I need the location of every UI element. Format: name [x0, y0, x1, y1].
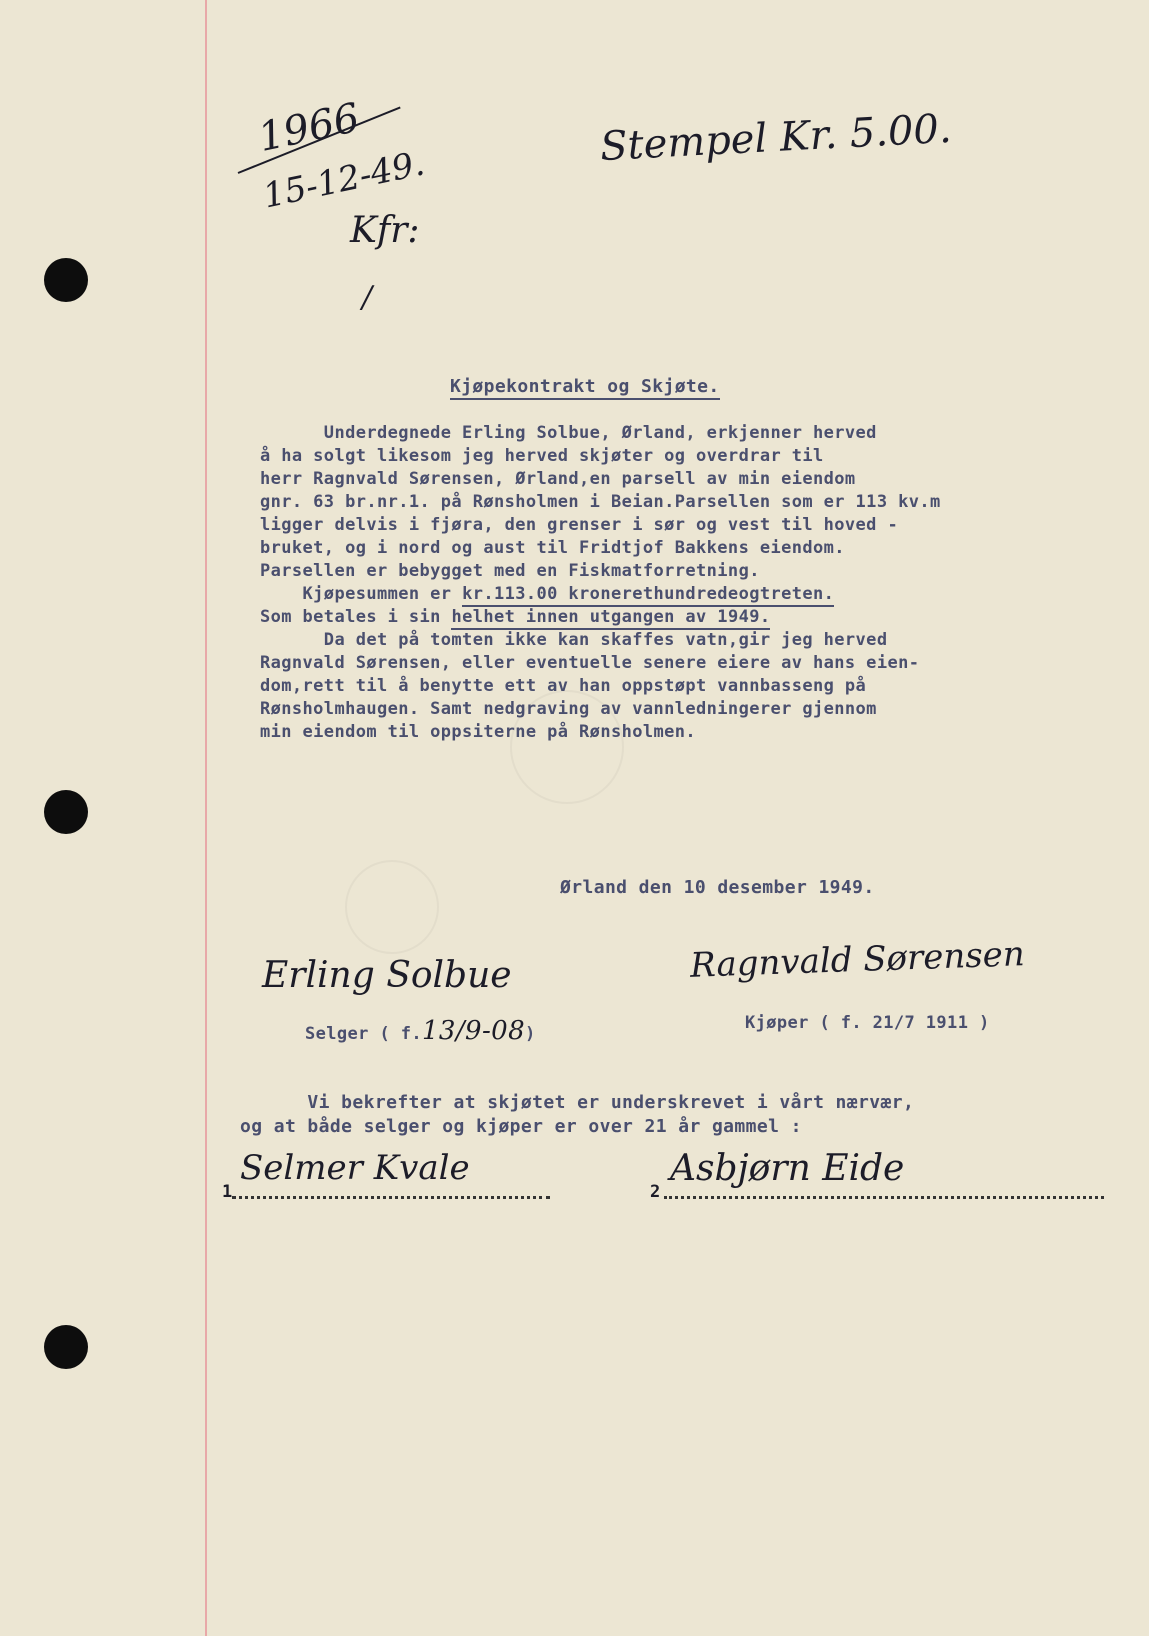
registration-number: 1966: [254, 94, 364, 162]
document-title-text: Kjøpekontrakt og Skjøte.: [450, 376, 720, 400]
body-line: å ha solgt likesom jeg herved skjøter og overdrar til: [260, 446, 824, 466]
price-prefix: Kjøpesummen er: [260, 584, 463, 604]
body-line: gnr. 63 br.nr.1. på Rønsholmen i Beian.Parsellen som er 113 kv.m: [260, 492, 941, 512]
payment-prefix: Som betales i sin: [260, 607, 452, 627]
payment-deadline: helhet innen utgangen av 1949.: [451, 607, 770, 630]
body-line: Rønsholmhaugen. Samt nedgraving av vannledningerer gjennom: [260, 699, 877, 719]
body-line: Underdegnede Erling Solbue, Ørland, erkjenner herved: [260, 423, 877, 443]
registration-mark: /: [362, 280, 373, 315]
witness-text: og at både selger og kjøper er over 21 år gammel :: [240, 1116, 802, 1137]
body-line: Da det på tomten ikke kan skaffes vatn,gir jeg herved: [260, 630, 888, 650]
body-line: Parsellen er bebygget med en Fiskmatforretning.: [260, 561, 760, 581]
seller-label: [305, 1016, 536, 1046]
registration-date: 15-12-49.: [259, 143, 428, 217]
place-date: Ørland den 10 desember 1949.: [560, 877, 875, 898]
margin-line: [205, 0, 207, 1636]
seller-label-text: Selger ( f.: [305, 1024, 422, 1044]
registration-initials: Kfr:: [350, 210, 420, 251]
witness-signature-line: [232, 1196, 550, 1199]
document-title: [405, 355, 720, 418]
price-line: [260, 584, 834, 604]
body-line: min eiendom til oppsiterne på Rønsholmen.: [260, 722, 697, 742]
witness-signature: Selmer Kvale: [240, 1148, 470, 1188]
buyer-label: Kjøper ( f. 21/7 1911 ): [745, 1013, 990, 1033]
punch-hole: [44, 258, 88, 302]
payment-line: [260, 607, 770, 627]
seller-signature: Erling Solbue: [262, 955, 512, 996]
witness-signature: Asbjørn Eide: [670, 1148, 905, 1189]
watermark-ring: [345, 860, 439, 954]
price-amount: kr.113.00 kronerethundredeogtreten.: [462, 584, 834, 607]
seller-label-close: ): [525, 1024, 536, 1044]
seller-birthdate: 13/9-08: [421, 1016, 526, 1046]
body-line: herr Ragnvald Sørensen, Ørland,en parsell av min eiendom: [260, 469, 856, 489]
body-line: Ragnvald Sørensen, eller eventuelle senere eiere av hans eien-: [260, 653, 920, 673]
body-line: dom,rett til å benytte ett av han oppstøpt vannbasseng på: [260, 676, 867, 696]
punch-hole: [44, 790, 88, 834]
witness-number: 1: [222, 1182, 233, 1202]
stamp-fee-note: Stempel Kr. 5.00.: [599, 105, 953, 171]
body-line: bruket, og i nord og aust til Fridtjof Bakkens eiendom.: [260, 538, 845, 558]
witness-number: 2: [650, 1182, 661, 1202]
punch-hole: [44, 1325, 88, 1369]
body-line: ligger delvis i fjøra, den grenser i sør og vest til hoved -: [260, 515, 899, 535]
buyer-signature: Ragnvald Sørensen: [689, 934, 1026, 986]
witness-signature-line: [664, 1196, 1104, 1199]
witness-text: Vi bekrefter at skjøtet er underskrevet i vårt nærvær,: [240, 1092, 915, 1113]
